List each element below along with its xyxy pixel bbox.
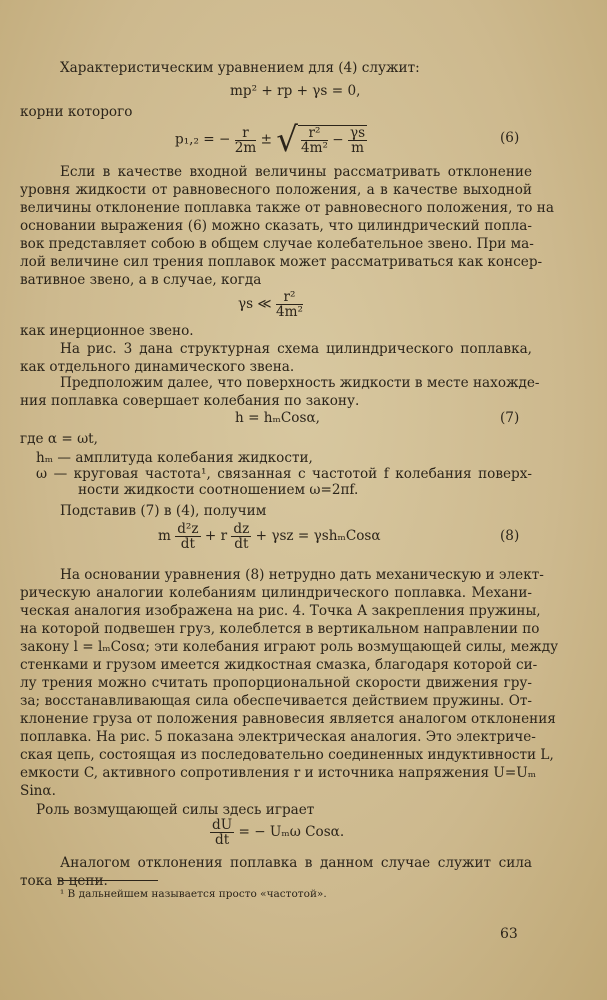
equation-7: h = hₘCosα, (235, 410, 320, 426)
roots-line: корни которого (20, 104, 133, 120)
where-line: где α = ωt, (20, 431, 98, 447)
eq6-lhs: p₁,₂ = − (175, 131, 231, 148)
para4-line8: за; восстанавливающая сила обеспечивается действием пружины. От- (20, 693, 532, 709)
para4-line10: поплавка. На рис. 5 показана электрическая аналогия. Это электриче- (20, 729, 536, 745)
sqrt-symbol: √ (276, 120, 298, 160)
definition-amplitude: hₘ — амплитуда колебания жидкости, (36, 450, 313, 466)
eq6-radicand: $\frac{\text{r²}}{\text{4m²}}$ − $\frac{\gamma s}{m}$ (298, 125, 367, 155)
para1-line2: уровня жидкости от равновесного положения, а в качестве выходной (20, 182, 532, 198)
equation-6-number: (6) (500, 130, 520, 146)
definition-frequency-cont: ности жидкости соотношением ω=2πf. (78, 482, 359, 498)
inertial-line: как инерционное звено. (20, 323, 194, 339)
para4-line2: рическую аналогии колебаниям цилиндрического поплавка. Механи- (20, 585, 532, 601)
para1-line3: величины отклонение поплавка также от равновесного положения, то на (20, 200, 554, 216)
intro-line: Характеристическим уравнением для (4) служит: (60, 60, 420, 76)
para1-line4: основании выражения (6) можно сказать, что цилиндрический попла- (20, 218, 532, 234)
substitution-line: Подставив (7) в (4), получим (60, 503, 267, 519)
para5-line2: тока в цепи. (20, 873, 108, 889)
para4-line5: закону l = lₘCosα; эти колебания играют роль возмущающей силы, между (20, 639, 559, 655)
para1-line6: лой величине сил трения поплавок может рассматриваться как консер- (20, 254, 543, 270)
eq6-fraction: $\frac{r}{2m}$ (234, 124, 257, 156)
para4-line11: ская цепь, состоящая из последовательно соединенных индуктивности L, (20, 747, 554, 763)
equation-8-number: (8) (500, 528, 520, 544)
para2-line1: На рис. 3 дана структурная схема цилиндрического поплавка, (60, 341, 532, 357)
characteristic-equation: mp² + rp + γs = 0, (230, 83, 361, 99)
definition-frequency: ω — круговая частота¹, связанная с частотой f колебания поверх- (36, 466, 532, 482)
para4-line4: на которой подвешен груз, колеблется в вертикальном направлении по (20, 621, 540, 637)
para1-line7: вативное звено, а в случае, когда (20, 272, 262, 288)
para1-line1: Если в качестве входной величины рассматривать отклонение (60, 164, 532, 180)
condition-equation: γs ≪ $\frac{\text{r²}}{\text{4m²}}$ (238, 289, 303, 320)
para4-line1: На основании уравнения (8) нетрудно дать механическую и элект- (60, 567, 544, 583)
footnote: ¹ В дальнейшем называется просто «частотой». (60, 888, 327, 900)
para3-line1: Предположим далее, что поверхность жидкости в месте нахожде- (60, 375, 540, 391)
para3-line2: ния поплавка совершает колебания по закону. (20, 393, 360, 409)
page-number: 63 (500, 926, 518, 942)
equation-7-number: (7) (500, 410, 520, 426)
para4-line9: клонение груза от положения равновесия является аналогом отклонения (20, 711, 556, 727)
para4-line13: Sinα. (20, 783, 56, 799)
equation-6 (175, 120, 367, 160)
role-line: Роль возмущающей силы здесь играет (36, 802, 315, 818)
para2-line2: как отдельного динамического звена. (20, 359, 295, 375)
para4-line7: лу трения можно считать пропорциональной скорости движения гру- (20, 675, 532, 691)
para4-line12: емкости C, активного сопротивления r и источника напряжения U=Uₘ (20, 765, 537, 781)
du-equation: $\frac{dU}{dt}$ = − Uₘω Cosα. (212, 817, 345, 848)
para1-line5: вок представляет собою в общем случае колебательное звено. При ма- (20, 236, 534, 252)
para5-line1: Аналогом отклонения поплавка в данном случае служит сила (60, 855, 532, 871)
para4-line6: стенками и грузом имеется жидкостная смазка, благодаря которой си- (20, 657, 538, 673)
para4-line3: ческая аналогия изображена на рис. 4. Точка А закрепления пружины, (20, 603, 541, 619)
eq6-plusminus: ± (260, 131, 272, 148)
footnote-divider (58, 880, 158, 881)
equation-8: m $\frac{\text{d²z}}{dt}$ + r $\frac{dz}{dt}$ + γsz = γshₘCosα (158, 521, 381, 552)
